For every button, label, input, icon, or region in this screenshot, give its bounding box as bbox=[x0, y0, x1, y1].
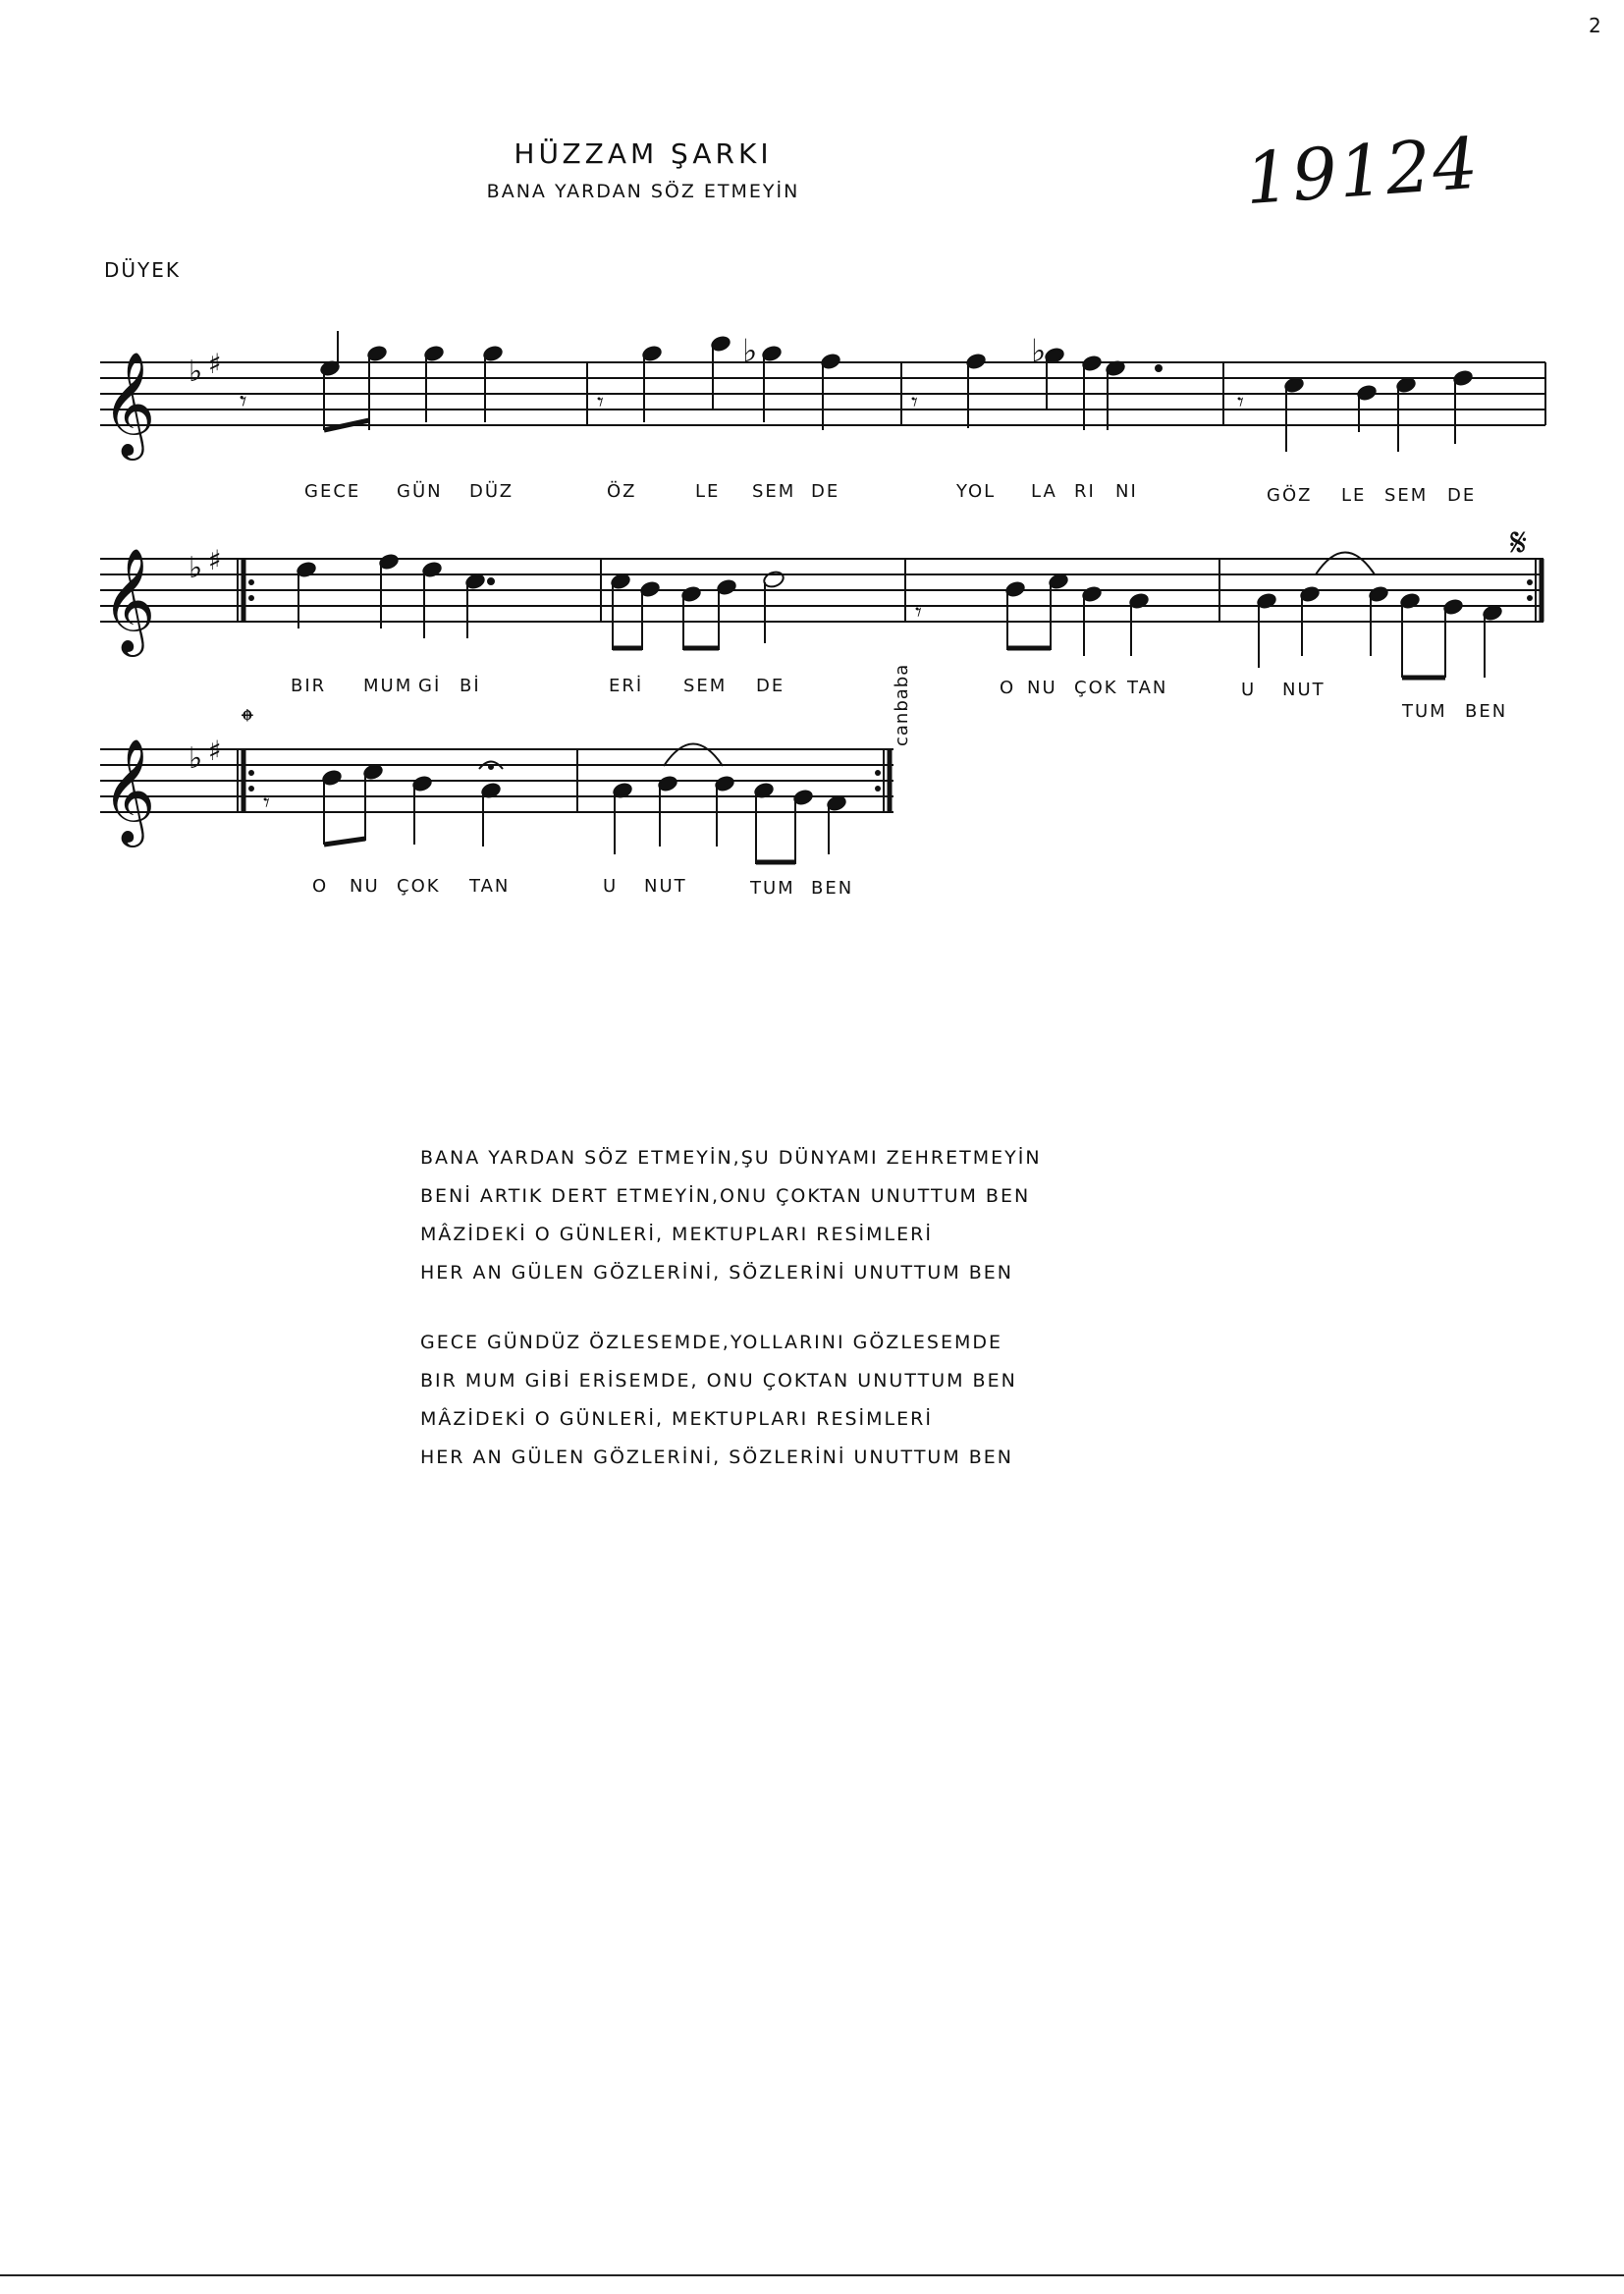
svg-text:𝄾: 𝄾 bbox=[597, 388, 604, 417]
lyric-line: HER AN GÜLEN GÖZLERİNİ, SÖZLERİNİ UNUTTUM BEN bbox=[420, 1447, 1014, 1468]
syllable: BIR bbox=[291, 676, 327, 696]
staff-row-2 bbox=[100, 559, 1543, 622]
syllable: GÖZ bbox=[1267, 485, 1313, 506]
syllable: DE bbox=[1447, 485, 1477, 506]
syllable: ERİ bbox=[609, 676, 644, 696]
syllable: LE bbox=[695, 481, 721, 502]
page-number: 2 bbox=[1589, 14, 1601, 37]
row-2-notes bbox=[296, 553, 1502, 679]
svg-text:𝄾: 𝄾 bbox=[240, 385, 247, 417]
lyric-line: GECE GÜNDÜZ ÖZLESEMDE,YOLLARINI GÖZLESEMDE bbox=[420, 1332, 1003, 1353]
scan-border-line bbox=[0, 2274, 1624, 2276]
title-text: HÜZZAM ŞARKI bbox=[514, 137, 773, 170]
syllable: ÇOK bbox=[397, 876, 441, 897]
syllable: LE bbox=[1341, 485, 1367, 506]
coda-icon: 𝄌 bbox=[242, 702, 253, 741]
row-3-notes bbox=[263, 744, 847, 865]
syllable: TUM bbox=[750, 878, 795, 899]
music-score bbox=[0, 0, 1624, 943]
syllable: YOL bbox=[956, 481, 997, 502]
svg-text:𝄾: 𝄾 bbox=[1237, 388, 1244, 417]
lyric-line: BANA YARDAN SÖZ ETMEYİN,ŞU DÜNYAMI ZEHRETMEYİN bbox=[420, 1147, 1042, 1169]
handwritten-catalog-number: 19124 bbox=[1242, 121, 1483, 221]
syllable: SEM bbox=[683, 676, 728, 696]
lyric-line: MÂZİDEKİ O GÜNLERİ, MEKTUPLARI RESİMLERİ bbox=[420, 1224, 933, 1245]
syllable: NUT bbox=[644, 876, 687, 897]
flat-key-icon: ♭ bbox=[189, 551, 203, 585]
syllable: U bbox=[1241, 680, 1257, 700]
treble-clef-icon: 𝄞 bbox=[102, 351, 156, 456]
segno-icon: 𝄋 bbox=[1510, 520, 1528, 566]
syllable: DE bbox=[811, 481, 840, 502]
syllable: O bbox=[1000, 678, 1016, 698]
syllable: U bbox=[603, 876, 619, 897]
sharp-key-icon: ♯ bbox=[208, 348, 222, 380]
subtitle-text: BANA YARDAN SÖZ ETMEYİN bbox=[486, 181, 800, 202]
syllable: SEM bbox=[752, 481, 796, 502]
syllable: BEN bbox=[811, 878, 854, 899]
credit-text: canbaba bbox=[892, 663, 912, 746]
lyric-line: BIR MUM GİBİ ERİSEMDE, ONU ÇOKTAN UNUTTUM BEN bbox=[420, 1370, 1017, 1392]
syllable: Bİ bbox=[460, 676, 481, 696]
lyrics-stanza-1 bbox=[420, 1139, 1042, 1292]
syllable: Gİ bbox=[418, 676, 442, 696]
syllable: TAN bbox=[1127, 678, 1168, 698]
syllable: TUM bbox=[1402, 701, 1447, 722]
syllable: MUM bbox=[363, 676, 413, 696]
flat-key-icon: ♭ bbox=[189, 741, 203, 776]
lyric-line: BENİ ARTIK DERT ETMEYİN,ONU ÇOKTAN UNUTTUM BEN bbox=[420, 1185, 1031, 1207]
syllable: NU bbox=[350, 876, 380, 897]
syllable: SEM bbox=[1384, 485, 1429, 506]
syllable: ÇOK bbox=[1074, 678, 1118, 698]
svg-text:𝄾: 𝄾 bbox=[915, 598, 922, 628]
syllable: DÜZ bbox=[469, 481, 514, 502]
treble-clef-icon: 𝄞 bbox=[102, 737, 156, 843]
syllable: NUT bbox=[1282, 680, 1326, 700]
svg-text:𝄾: 𝄾 bbox=[263, 789, 270, 818]
sharp-key-icon: ♯ bbox=[208, 735, 222, 767]
svg-text:♭: ♭ bbox=[742, 332, 758, 369]
flat-key-icon: ♭ bbox=[189, 355, 203, 389]
lyric-line: MÂZİDEKİ O GÜNLERİ, MEKTUPLARI RESİMLERİ bbox=[420, 1408, 933, 1430]
syllable: GECE bbox=[304, 481, 361, 502]
lyrics-block bbox=[420, 1139, 1042, 1508]
syllable: NI bbox=[1115, 481, 1138, 502]
syllable: O bbox=[312, 876, 329, 897]
syllable: BEN bbox=[1465, 701, 1508, 722]
syllable: NU bbox=[1027, 678, 1057, 698]
treble-clef-icon: 𝄞 bbox=[102, 547, 156, 652]
syllable: LA bbox=[1031, 481, 1057, 502]
svg-text:𝄾: 𝄾 bbox=[911, 388, 918, 417]
syllable: DE bbox=[756, 676, 785, 696]
syllable: ÖZ bbox=[607, 481, 637, 502]
row-1-notes bbox=[240, 331, 1474, 452]
usul-label: DÜYEK bbox=[104, 258, 182, 282]
lyrics-stanza-2 bbox=[420, 1324, 1042, 1477]
syllable: TAN bbox=[469, 876, 511, 897]
syllable: GÜN bbox=[397, 481, 443, 502]
svg-text:♭: ♭ bbox=[1031, 332, 1047, 369]
syllable: RI bbox=[1074, 481, 1096, 502]
lyric-line: HER AN GÜLEN GÖZLERİNİ, SÖZLERİNİ UNUTTUM BEN bbox=[420, 1262, 1014, 1284]
sharp-key-icon: ♯ bbox=[208, 544, 222, 576]
